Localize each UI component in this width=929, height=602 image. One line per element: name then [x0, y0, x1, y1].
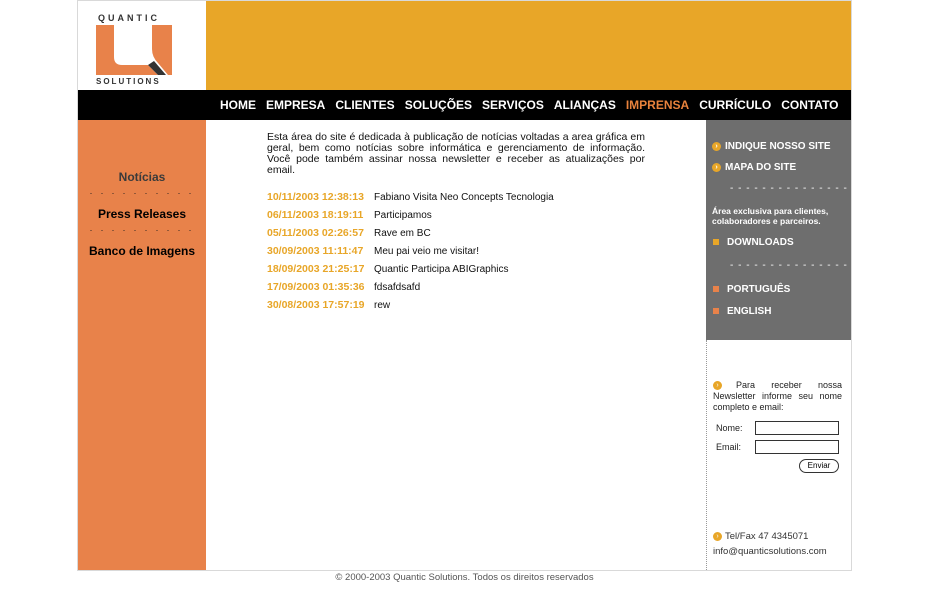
sidebar-item-banco-de-imagens[interactable]: Banco de Imagens: [88, 244, 196, 258]
nav-item-solucoes[interactable]: SOLUÇÕES: [404, 98, 473, 112]
bullet-square-icon: [713, 286, 719, 292]
nav-item-aliancas[interactable]: ALIANÇAS: [553, 98, 616, 112]
nav-item-clientes[interactable]: CLIENTES: [335, 98, 395, 112]
news-title[interactable]: Participamos: [374, 210, 432, 221]
contact-email[interactable]: info@quanticsolutions.com: [713, 546, 827, 557]
tel-text: Tel/Fax 47 4345071: [725, 531, 809, 542]
downloads-link[interactable]: [712, 237, 794, 248]
news-row[interactable]: [267, 209, 667, 227]
english-label: ENGLISH: [727, 306, 772, 317]
top-nav: [78, 90, 851, 120]
mapa-link[interactable]: [712, 162, 796, 173]
logo[interactable]: [78, 1, 206, 90]
header-banner: [206, 1, 851, 90]
nav-list: [220, 98, 849, 112]
exclusive-note: Área exclusiva para clientes, colaboradores e parceiros.: [712, 206, 829, 226]
divider-dashes: - - - - - - - - - - - - - - -: [730, 183, 848, 194]
intro-text: Esta área do site é dedicada à publicação de notícias voltadas a area gráfica em geral, bem como notícias sobre informática e gerenciamento de informação. Você pode também assinar nossa newsletter e receber as atualizações por email.: [267, 131, 645, 176]
news-date: 17/09/2003 01:35:36: [267, 281, 365, 293]
right-panel: [706, 120, 851, 340]
email-label: Email:: [716, 442, 742, 452]
nav-item-curriculo[interactable]: CURRÍCULO: [699, 98, 772, 112]
arrow-right-icon: ›: [712, 163, 721, 172]
bullet-square-icon: [713, 308, 719, 314]
divider-dashes: - - - - - - - - - - - - - - -: [730, 260, 848, 271]
logo-q-icon: [96, 25, 172, 75]
logo-text-bottom: SOLUTIONS: [96, 77, 161, 86]
nav-item-empresa[interactable]: EMPRESA: [266, 98, 326, 112]
email-input[interactable]: [755, 440, 839, 454]
news-title[interactable]: fdsafdsafd: [374, 282, 421, 293]
news-list: [267, 191, 667, 317]
news-row[interactable]: [267, 245, 667, 263]
nav-item-home[interactable]: HOME: [220, 98, 256, 112]
newsletter-label: Para receber nossa Newsletter informe seu nome completo e email:: [713, 380, 842, 412]
logo-text-top: QUANTIC: [98, 13, 160, 23]
news-title[interactable]: Quantic Participa ABIGraphics: [374, 264, 509, 275]
english-link[interactable]: [712, 306, 771, 317]
nav-item-servicos[interactable]: SERVIÇOS: [482, 98, 544, 112]
sidebar-divider: . . . . . . . . . .: [89, 223, 195, 233]
news-date: 06/11/2003 18:19:11: [267, 209, 364, 221]
news-row[interactable]: [267, 299, 667, 317]
nav-item-contato[interactable]: CONTATO: [781, 98, 839, 112]
news-row[interactable]: [267, 263, 667, 281]
bullet-square-icon: [713, 239, 719, 245]
arrow-right-icon: ›: [713, 381, 722, 390]
sidebar-item-press-releases[interactable]: Press Releases: [97, 207, 187, 221]
news-title[interactable]: Meu pai veio me visitar!: [374, 246, 480, 257]
tel-fax: [713, 531, 808, 542]
news-date: 30/09/2003 11:11:47: [267, 245, 364, 257]
arrow-right-icon: ›: [712, 142, 721, 151]
news-date: 10/11/2003 12:38:13: [267, 191, 364, 203]
news-date: 05/11/2003 02:26:57: [267, 227, 364, 239]
news-date: 18/09/2003 21:25:17: [267, 263, 365, 275]
nome-label: Nome:: [716, 423, 743, 433]
footer-copyright: © 2000-2003 Quantic Solutions. Todos os direitos reservados: [335, 572, 594, 583]
sidebar-divider: . . . . . . . . . .: [89, 186, 195, 196]
newsletter-panel: [706, 340, 851, 570]
indique-link[interactable]: [712, 141, 831, 152]
newsletter-text: [713, 380, 842, 413]
main-content: [206, 120, 706, 570]
news-row[interactable]: [267, 281, 667, 299]
nav-item-imprensa[interactable]: IMPRENSA: [625, 98, 690, 112]
indique-label: INDIQUE NOSSO SITE: [725, 141, 831, 152]
right-sidebar: [706, 120, 851, 570]
mapa-label: MAPA DO SITE: [725, 162, 797, 173]
news-date: 30/08/2003 17:57:19: [267, 299, 365, 311]
downloads-label: DOWNLOADS: [727, 237, 794, 248]
left-sidebar: [78, 120, 206, 570]
portugues-link[interactable]: [712, 284, 790, 295]
news-row[interactable]: [267, 191, 667, 209]
nome-input[interactable]: [755, 421, 839, 435]
sidebar-item-noticias[interactable]: Notícias: [118, 170, 166, 184]
arrow-right-icon: ›: [713, 532, 722, 541]
enviar-button[interactable]: Enviar: [799, 459, 839, 473]
news-title[interactable]: Rave em BC: [374, 228, 431, 239]
news-title[interactable]: rew: [374, 300, 391, 311]
news-row[interactable]: [267, 227, 667, 245]
news-title[interactable]: Fabiano Visita Neo Concepts Tecnologia: [374, 192, 554, 203]
portugues-label: PORTUGUÊS: [727, 284, 791, 295]
